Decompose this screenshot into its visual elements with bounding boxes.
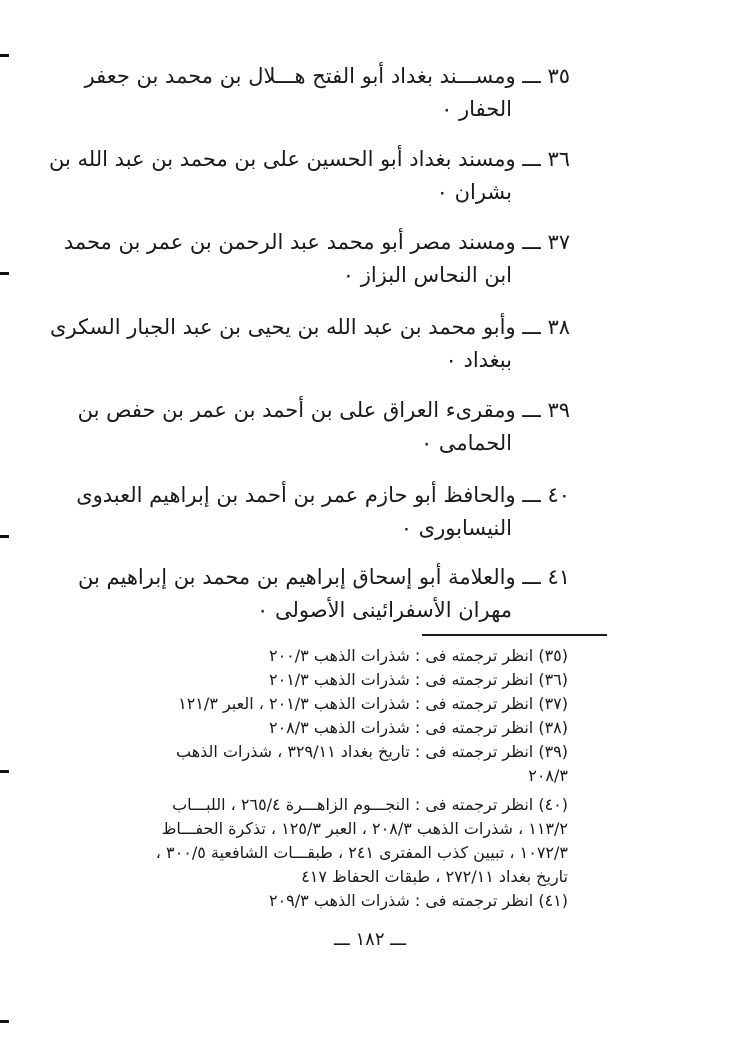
entry-line: ببغداد ٠ <box>445 348 512 372</box>
entry-line: مهران الأسفرائينى الأصولى ٠ <box>257 598 512 622</box>
footnote-40-cont: ١١٣/٢ ، شذرات الذهب ٢٠٨/٣ ، العبر ١٢٥/٣ ، تذكرة الحفـــاظ <box>161 819 568 838</box>
entry-line: ٣٨ ـــ وأبو محمد بن عبد الله بن يحيى بن عبد الجبار السكرى <box>50 315 570 339</box>
entry-36 <box>49 143 570 209</box>
entry-line: الحفار ٠ <box>441 97 512 121</box>
footnote-39-cont: ٢٠٨/٣ <box>528 766 568 785</box>
entry-line: ٣٥ ـــ ومســـند بغداد أبو الفتح هـــلال بن محمد بن جعفر <box>84 64 570 88</box>
scan-edge-mark <box>0 770 9 773</box>
footnote-37: (٣٧) انظر ترجمته فى : شذرات الذهب ٢٠١/٣ ، العبر ١٢١/٣ <box>178 694 568 713</box>
footnote-40-cont: تاريخ بغداد ٢٧٢/١١ ، طبقات الحفاظ ٤١٧ <box>301 867 568 886</box>
scan-edge-mark <box>0 272 9 275</box>
entry-line: ٣٧ ـــ ومسند مصر أبو محمد عبد الرحمن بن عمر بن محمد <box>63 230 570 254</box>
footnote-35: (٣٥) انظر ترجمته فى : شذرات الذهب ٢٠٠/٣ <box>268 646 568 665</box>
entry-line: النيسابورى ٠ <box>400 516 512 540</box>
scan-edge-mark <box>0 535 9 538</box>
page-number: ـــ ١٨٢ ـــ <box>333 929 407 950</box>
entry-line: الحمامى ٠ <box>420 431 512 455</box>
scan-edge-mark <box>0 1020 9 1023</box>
entry-38 <box>50 311 570 377</box>
footnote-40-cont: ١٠٧٢/٣ ، تبيين كذب المفترى ٢٤١ ، طبقـــات الشافعية ٣٠٠/٥ ، <box>155 843 568 862</box>
entry-35 <box>84 60 570 126</box>
footnote-38: (٣٨) انظر ترجمته فى : شذرات الذهب ٢٠٨/٣ <box>268 718 568 737</box>
entry-41 <box>78 561 570 627</box>
footnotes <box>63 644 568 913</box>
footnote-separator <box>422 634 607 636</box>
footnote-36: (٣٦) انظر ترجمته فى : شذرات الذهب ٢٠١/٣ <box>268 670 568 689</box>
entry-40 <box>76 479 570 545</box>
entry-line: ٣٦ ـــ ومسند بغداد أبو الحسين على بن محمد بن عبد الله بن <box>49 147 570 171</box>
footnote-40: (٤٠) انظر ترجمته فى : النجـــوم الزاهـــرة ٢٦٥/٤ ، اللبـــاب <box>172 795 568 814</box>
entry-line: ٣٩ ـــ ومقرىء العراق على بن أحمد بن عمر بن حفص بن <box>77 398 570 422</box>
footnote-41: (٤١) انظر ترجمته فى : شذرات الذهب ٢٠٩/٣ <box>268 891 568 910</box>
entry-line: ٤٠ ـــ والحافظ أبو حازم عمر بن أحمد بن إبراهيم العبدوى <box>76 483 570 507</box>
entry-37 <box>63 226 570 292</box>
entry-line: ابن النحاس البزاز ٠ <box>342 263 512 287</box>
entry-line: بشران ٠ <box>436 180 512 204</box>
entry-line: ٤١ ـــ والعلامة أبو إسحاق إبراهيم بن محمد بن إبراهيم بن <box>78 565 570 589</box>
scan-edge-mark <box>0 54 9 57</box>
entry-39 <box>77 394 570 460</box>
footnote-39: (٣٩) انظر ترجمته فى : تاريخ بغداد ٣٢٩/١١ ، شذرات الذهب <box>176 742 568 761</box>
